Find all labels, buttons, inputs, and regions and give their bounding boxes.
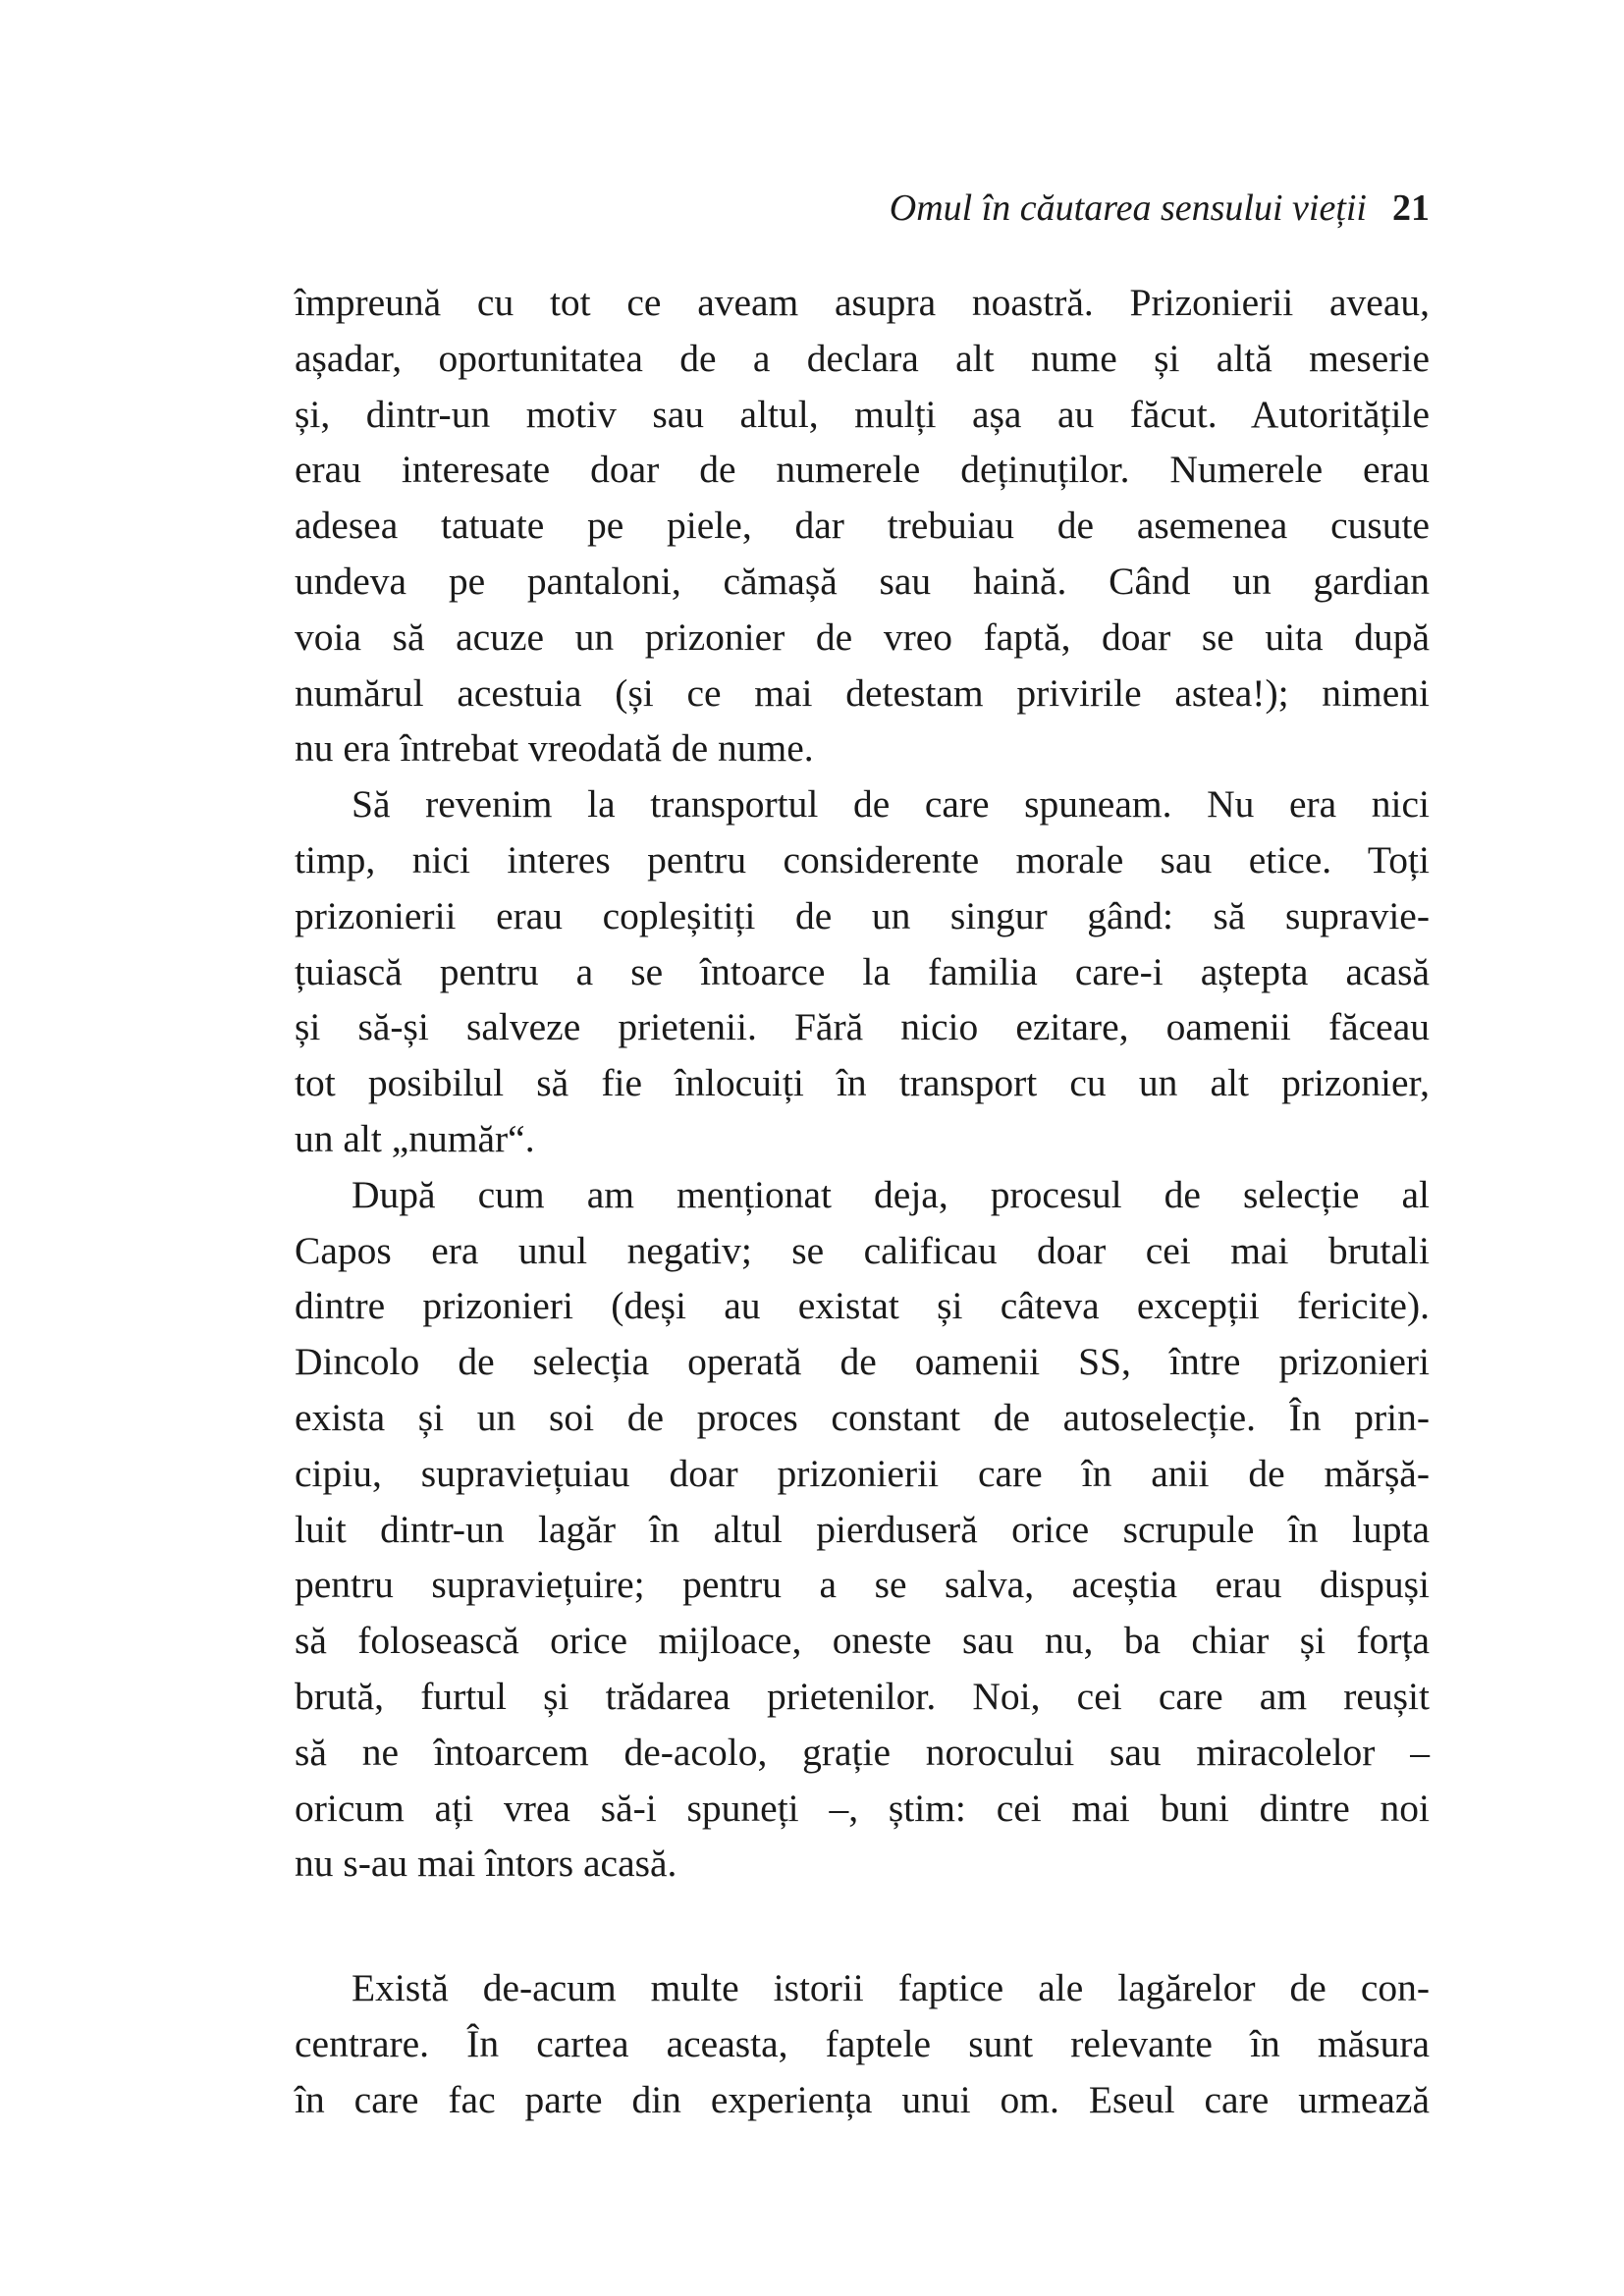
text-line: Există de-acum multe istorii faptice ale lagărelor de con- xyxy=(352,1966,1430,2010)
text-line: și să-și salveze prietenii. Fără nicio ezitare, oamenii făceau xyxy=(295,1005,1430,1049)
text-line: împreună cu tot ce aveam asupra noastră. Prizonierii aveau, xyxy=(295,281,1430,324)
text-line: centrare. În cartea aceasta, faptele sunt relevante în măsura xyxy=(295,2021,1430,2065)
page-number: 21 xyxy=(1392,187,1430,229)
text-line: adesea tatuate pe piele, dar trebuiau de asemenea cusute xyxy=(295,504,1430,548)
text-line: luit dintr-un lagăr în altul pierduseră orice scrupule în lupta xyxy=(295,1507,1430,1551)
text-line: nu s-au mai întors acasă. xyxy=(295,1842,677,1886)
text-line: și, dintr-un motiv sau altul, mulți așa au făcut. Autoritățile xyxy=(295,392,1430,436)
text-line: în care fac parte din experiența unui om. Eseul care urmează xyxy=(295,2077,1430,2121)
text-line: Să revenim la transportul de care spuneam. Nu era nici xyxy=(352,782,1430,827)
paragraph-2 xyxy=(295,776,1430,1167)
text-line: țuiască pentru a se întoarce la familia care-i aștepta acasă xyxy=(295,949,1430,993)
text-line: nu era întrebat vreodată de nume. xyxy=(295,726,814,771)
text-line: undeva pe pantaloni, cămașă sau haină. Când un gardian xyxy=(295,559,1430,603)
text-line: voia să acuze un prizonier de vreo faptă, doar se uita după xyxy=(295,614,1430,659)
text-line: așadar, oportunitatea de a declara alt nume și altă meserie xyxy=(295,336,1430,380)
text-line: exista și un soi de proces constant de autoselecție. În prin- xyxy=(295,1395,1430,1439)
text-line: un alt „număr“. xyxy=(295,1116,535,1160)
text-line: oricum ați vrea să-i spuneți –, știm: cei mai buni dintre noi xyxy=(295,1786,1430,1830)
text-line: timp, nici interes pentru considerente morale sau etice. Toți xyxy=(295,837,1430,881)
text-line: să ne întoarcem de-acolo, grație norocului sau miracolelor – xyxy=(295,1730,1430,1774)
text-line: Capos era unul negativ; se calificau doar cei mai brutali xyxy=(295,1228,1430,1272)
text-line: să folosească orice mijloace, oneste sau nu, ba chiar și forța xyxy=(295,1619,1430,1663)
text-line: numărul acestuia (și ce mai detestam privirile astea!); nimeni xyxy=(295,670,1430,715)
body-text xyxy=(295,275,1430,2128)
paragraph-4 xyxy=(295,1960,1430,2127)
text-line: Dincolo de selecția operată de oamenii SS, între prizonieri xyxy=(295,1340,1430,1384)
text-line: cipiu, supraviețuiau doar prizonierii care în anii de mărșă- xyxy=(295,1451,1430,1495)
paragraph-1 xyxy=(295,275,1430,776)
paragraph-3 xyxy=(295,1167,1430,1892)
text-line: dintre prizonieri (deși au existat și câteva excepții fericite). xyxy=(295,1284,1430,1328)
text-line: erau interesate doar de numerele deținuților. Numerele erau xyxy=(295,448,1430,492)
text-line: brută, furtul și trădarea prietenilor. Noi, cei care am reușit xyxy=(295,1674,1430,1718)
text-line: pentru supraviețuire; pentru a se salva, aceștia erau dispuși xyxy=(295,1563,1430,1607)
text-line: După cum am menționat deja, procesul de selecție al xyxy=(352,1172,1430,1216)
section-break xyxy=(295,1892,1430,1960)
book-title: Omul în căutarea sensului vieții xyxy=(889,187,1367,229)
text-line: tot posibilul să fie înlocuiți în transport cu un alt prizonier, xyxy=(295,1061,1430,1105)
running-head xyxy=(295,185,1430,232)
text-line: prizonierii erau copleșitiți de un singur gând: să supravie- xyxy=(295,893,1430,937)
